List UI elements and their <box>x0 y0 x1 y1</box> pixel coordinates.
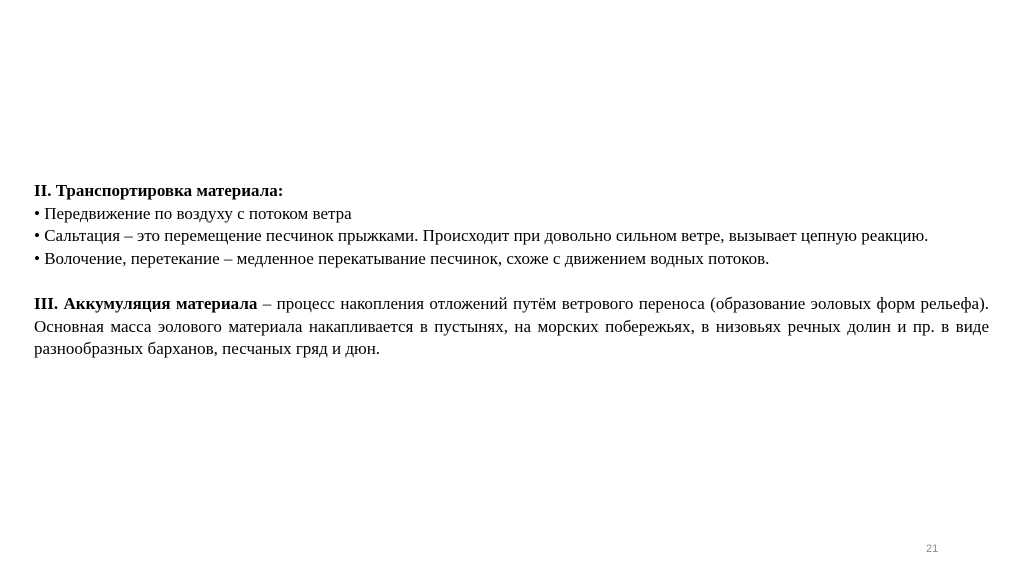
slide-body <box>34 180 989 361</box>
bullet-saltation: • Сальтация – это перемещение песчинок прыжками. Происходит при довольно сильном ветре, вызывает цепную реакцию. <box>34 226 929 245</box>
section-accumulation-text: – процесс накопления отложений путём ветрового переноса (образование эоловых форм рельефа). Основная масса эолового материала накапливается в пустынях, на морских побережьях, в низовьях речных долин и пр. в виде разнообразных барханов, песчаных гряд и дюн. <box>34 294 989 358</box>
page-number: 21 <box>926 543 939 555</box>
section-accumulation-heading: III. Аккумуляция материала <box>34 294 258 313</box>
section-transport-heading: II. Транспортировка материала: <box>34 181 284 200</box>
bullet-air-movement: • Передвижение по воздуху с потоком ветра <box>34 203 352 223</box>
paragraph-spacer <box>34 270 989 293</box>
bullet-dragging: • Волочение, перетекание – медленное перекатывание песчинок, схоже с движением водных потоков. <box>34 248 770 268</box>
section-accumulation-paragraph <box>34 293 989 361</box>
